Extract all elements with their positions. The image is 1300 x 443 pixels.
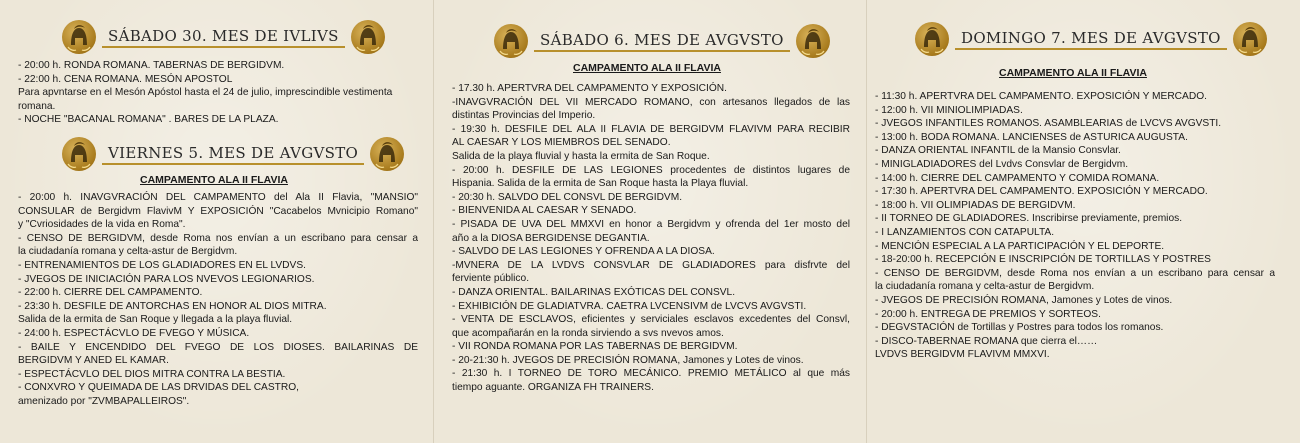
schedule-line: LVDVS BERGIDVM FLAVIVM MMXVI.: [875, 349, 1050, 361]
schedule-line: que acompañarán en la ronda sirviendo a svs nvevos amos.: [452, 327, 724, 339]
schedule-line: - BAILE Y ENCENDIDO DEL FVEGO DE LOS DIOSES. BAILARINAS DE: [18, 341, 418, 353]
day-heading: SÁBADO 6. MES DE AVGVSTO: [534, 31, 790, 52]
schedule-line: - 21:30 h. I TORNEO DE TORO MECÁNICO. PREMIO METÁLICO al que más: [452, 368, 850, 380]
schedule-line: - 18:00 h. VII OLIMPIADAS DE BERGIDVM.: [875, 199, 1076, 211]
schedule-line: Para apvntarse en el Mesón Apóstol hasta el 24 de julio, imprescindible vestimenta: [18, 87, 393, 99]
schedule-line: - BIENVENIDA AL CAESAR Y SENADO.: [452, 205, 637, 217]
schedule-line: - 20:30 h. SALVDO DEL CONSVL DE BERGIDVM.: [452, 191, 683, 203]
schedule-line: - 23:30 h. DESFILE DE ANTORCHAS EN HONOR AL DIOS MITRA.: [18, 300, 327, 312]
schedule-line: - CONXVRO Y QUEIMADA DE LAS DRVIDAS DEL CASTRO,: [18, 382, 299, 394]
camp-subheading: CAMPAMENTO ALA II FLAVIA: [573, 62, 721, 74]
gladiator-helmet-icon: [351, 20, 385, 54]
gladiator-helmet-icon: [915, 22, 949, 56]
gladiator-helmet-icon: [62, 20, 96, 54]
panel-saturday-august: [433, 0, 867, 443]
schedule-line: - DISCO-TABERNAE ROMANA que cierra el……: [875, 335, 1098, 347]
schedule-line: - 20:00 h. RONDA ROMANA. TABERNAS DE BERGIDVM.: [18, 60, 285, 71]
schedule-line: - NOCHE "BACANAL ROMANA" . BARES DE LA PLAZA.: [18, 114, 279, 126]
schedule-line: la ciudadanía romana y celta-astur de Bergidvm.: [18, 246, 238, 258]
heading-saturday-6: [494, 24, 830, 58]
schedule-line: - VII RONDA ROMANA POR LAS TABERNAS DE BERGIDVM.: [452, 341, 738, 353]
schedule-line: - DANZA ORIENTAL INFANTIL de la Mansio Consvlar.: [875, 145, 1121, 157]
schedule-line: BERGIDVM Y ANED EL KAMAR.: [18, 355, 169, 367]
camp-subheading: CAMPAMENTO ALA II FLAVIA: [999, 67, 1147, 79]
heading-saturday-30: [62, 20, 385, 54]
heading-friday-5: [62, 137, 404, 171]
schedule-line: - 20:00 h. ENTREGA DE PREMIOS Y SORTEOS.: [875, 308, 1101, 320]
schedule-line: - 12:00 h. VII MINIOLIMPIADAS.: [875, 104, 1023, 116]
schedule-line: AL CAESAR Y LOS MIEMBROS DEL SENADO.: [452, 137, 671, 149]
schedule-list: [18, 191, 418, 409]
schedule-line: - ENTRENAMIENTOS DE LOS GLADIADORES EN EL LVDVS.: [18, 259, 306, 271]
schedule-list: [452, 82, 850, 395]
schedule-line: -INAVGVRACIÓN DEL VII MERCADO ROMANO, con artesanos llegados de las: [452, 96, 850, 108]
schedule-line: - 13:00 h. BODA ROMANA. LANCIENSES de ASTURICA AUGUSTA.: [875, 131, 1188, 143]
schedule-line: y "Cvriosidades de la vida en Roma".: [18, 219, 186, 231]
gladiator-helmet-icon: [494, 24, 528, 58]
schedule-line: - JVEGOS INFANTILES ROMANOS. ASAMBLEARIAS de LVCVS AVGVSTI.: [875, 118, 1222, 130]
schedule-line: - 11:30 h. APERTVRA DEL CAMPAMENTO. EXPOSICIÓN Y MERCADO.: [875, 91, 1207, 102]
schedule-line: - ESPECTÁCVLO DEL DIOS MITRA CONTRA LA BESTIA.: [18, 368, 286, 380]
schedule-line: - MINIGLADIADORES del Lvdvs Consvlar de Bergidvm.: [875, 158, 1129, 170]
schedule-line: - JVEGOS DE PRECISIÓN ROMANA, Jamones y Lotes de vinos.: [875, 294, 1173, 306]
schedule-line: -MVNERA DE LA LVDVS CONSVLAR DE GLADIADORES para disfrvte del: [452, 259, 850, 271]
schedule-line: ferviente público.: [452, 273, 530, 285]
panel-sunday-august: [867, 0, 1300, 443]
schedule-line: - DEGVSTACIÓN de Tortillas y Postres para todos los romanos.: [875, 322, 1164, 334]
schedule-line: Salida de la playa fluvial y hasta la ermita de San Roque.: [452, 150, 710, 162]
schedule-line: Hispania. Salida de la ermita de San Roque hasta la Playa fluvial.: [452, 178, 749, 190]
schedule-line: - 20-21:30 h. JVEGOS DE PRECISIÓN ROMANA, Jamones y Lotes de vinos.: [452, 354, 804, 366]
schedule-line: - 22:00 h. CIERRE DEL CAMPAMENTO.: [18, 287, 203, 299]
schedule-line: la ciudadanía romana y celta-astur de Bergidvm.: [875, 281, 1095, 293]
schedule-line: - SALVDO DE LAS LEGIONES Y OFRENDA A LA DIOSA.: [452, 246, 715, 258]
schedule-line: - CENSO DE BERGIDVM, desde Roma nos envían a un escribano para censar a: [18, 232, 418, 244]
schedule-line: - PISADA DE UVA DEL MMXVI en honor a Bergidvm y ofrenda del 1er mosto del: [452, 218, 850, 230]
panel-saturday-july: [0, 0, 433, 443]
schedule-line: - CENSO DE BERGIDVM, desde Roma nos envían a un escribano para censar a: [875, 267, 1275, 279]
day-heading: DOMINGO 7. MES DE AVGVSTO: [955, 29, 1227, 50]
day-heading: VIERNES 5. MES DE AVGVSTO: [102, 144, 364, 165]
schedule-line: - MENCIÓN ESPECIAL A LA PARTICIPACIÓN Y EL DEPORTE.: [875, 240, 1165, 252]
gladiator-helmet-icon: [1233, 22, 1267, 56]
schedule-line: tiempo aguante. ORGANIZA FH TRAINERS.: [452, 382, 654, 394]
gladiator-helmet-icon: [370, 137, 404, 171]
schedule-line: - 22:00 h. CENA ROMANA. MESÓN APOSTOL: [18, 73, 233, 85]
schedule-list: [875, 90, 1275, 362]
schedule-line: - 14:00 h. CIERRE DEL CAMPAMENTO Y COMIDA ROMANA.: [875, 172, 1160, 184]
schedule-line: - 20:00 h. DESFILE DE LAS LEGIONES procedentes de distintos lugares de: [452, 164, 850, 176]
schedule-line: Salida de la ermita de San Roque y llegada a la playa fluvial.: [18, 314, 293, 326]
schedule-line: - II TORNEO DE GLADIADORES. Inscribirse previamente, premios.: [875, 213, 1183, 225]
day-heading: SÁBADO 30. MES DE IVLIVS: [102, 27, 345, 48]
heading-sunday-7: [915, 22, 1267, 56]
schedule-line: CONSULAR de Bergidvm FlavivM Y EXPOSICIÓN "Cacabelos Mvnicipio Romano": [18, 205, 418, 217]
schedule-line: - 19:30 h. DESFILE DEL ALA II FLAVIA DE BERGIDVM FLAVIVM PARA RECIBIR: [452, 123, 850, 135]
schedule-line: - 18-20:00 h. RECEPCIÓN E INSCRIPCIÓN DE TORTILLAS Y POSTRES: [875, 254, 1211, 266]
schedule-line: año a la DIOSA BERGIDENSE DEGANTIA.: [452, 232, 650, 244]
schedule-line: amenizado por "ZVMBAPALLEIROS".: [18, 395, 190, 407]
schedule-line: - JVEGOS DE INICIACIÓN PARA LOS NVEVOS LEGIONARIOS.: [18, 273, 315, 285]
schedule-line: - 20:00 h. INAVGVRACIÓN DEL CAMPAMENTO del Ala II Flavia, "MANSIO": [18, 192, 418, 203]
gladiator-helmet-icon: [62, 137, 96, 171]
schedule-line: - 24:00 h. ESPECTÁCVLO DE FVEGO Y MÚSICA.: [18, 327, 250, 339]
schedule-line: - VENTA DE ESCLAVOS, eficientes y serviciales esclavos excedentes del Consvl,: [452, 314, 850, 326]
schedule-line: distintas Provincias del Imperio.: [452, 110, 596, 122]
schedule-line: - DANZA ORIENTAL. BAILARINAS EXÓTICAS DEL CONSVL.: [452, 286, 736, 298]
schedule-line: - 17:30 h. APERTVRA DEL CAMPAMENTO. EXPOSICIÓN Y MERCADO.: [875, 186, 1208, 198]
schedule-list: [18, 59, 393, 127]
schedule-line: - 17.30 h. APERTVRA DEL CAMPAMENTO Y EXPOSICIÓN.: [452, 83, 727, 94]
schedule-line: - EXHIBICIÓN DE GLADIATVRA. CAETRA LVCENSIVM de LVCVS AVGVSTI.: [452, 300, 807, 312]
schedule-line: romana.: [18, 100, 56, 112]
schedule-line: - I LANZAMIENTOS CON CATAPULTA.: [875, 226, 1055, 238]
gladiator-helmet-icon: [796, 24, 830, 58]
camp-subheading: CAMPAMENTO ALA II FLAVIA: [140, 174, 288, 186]
